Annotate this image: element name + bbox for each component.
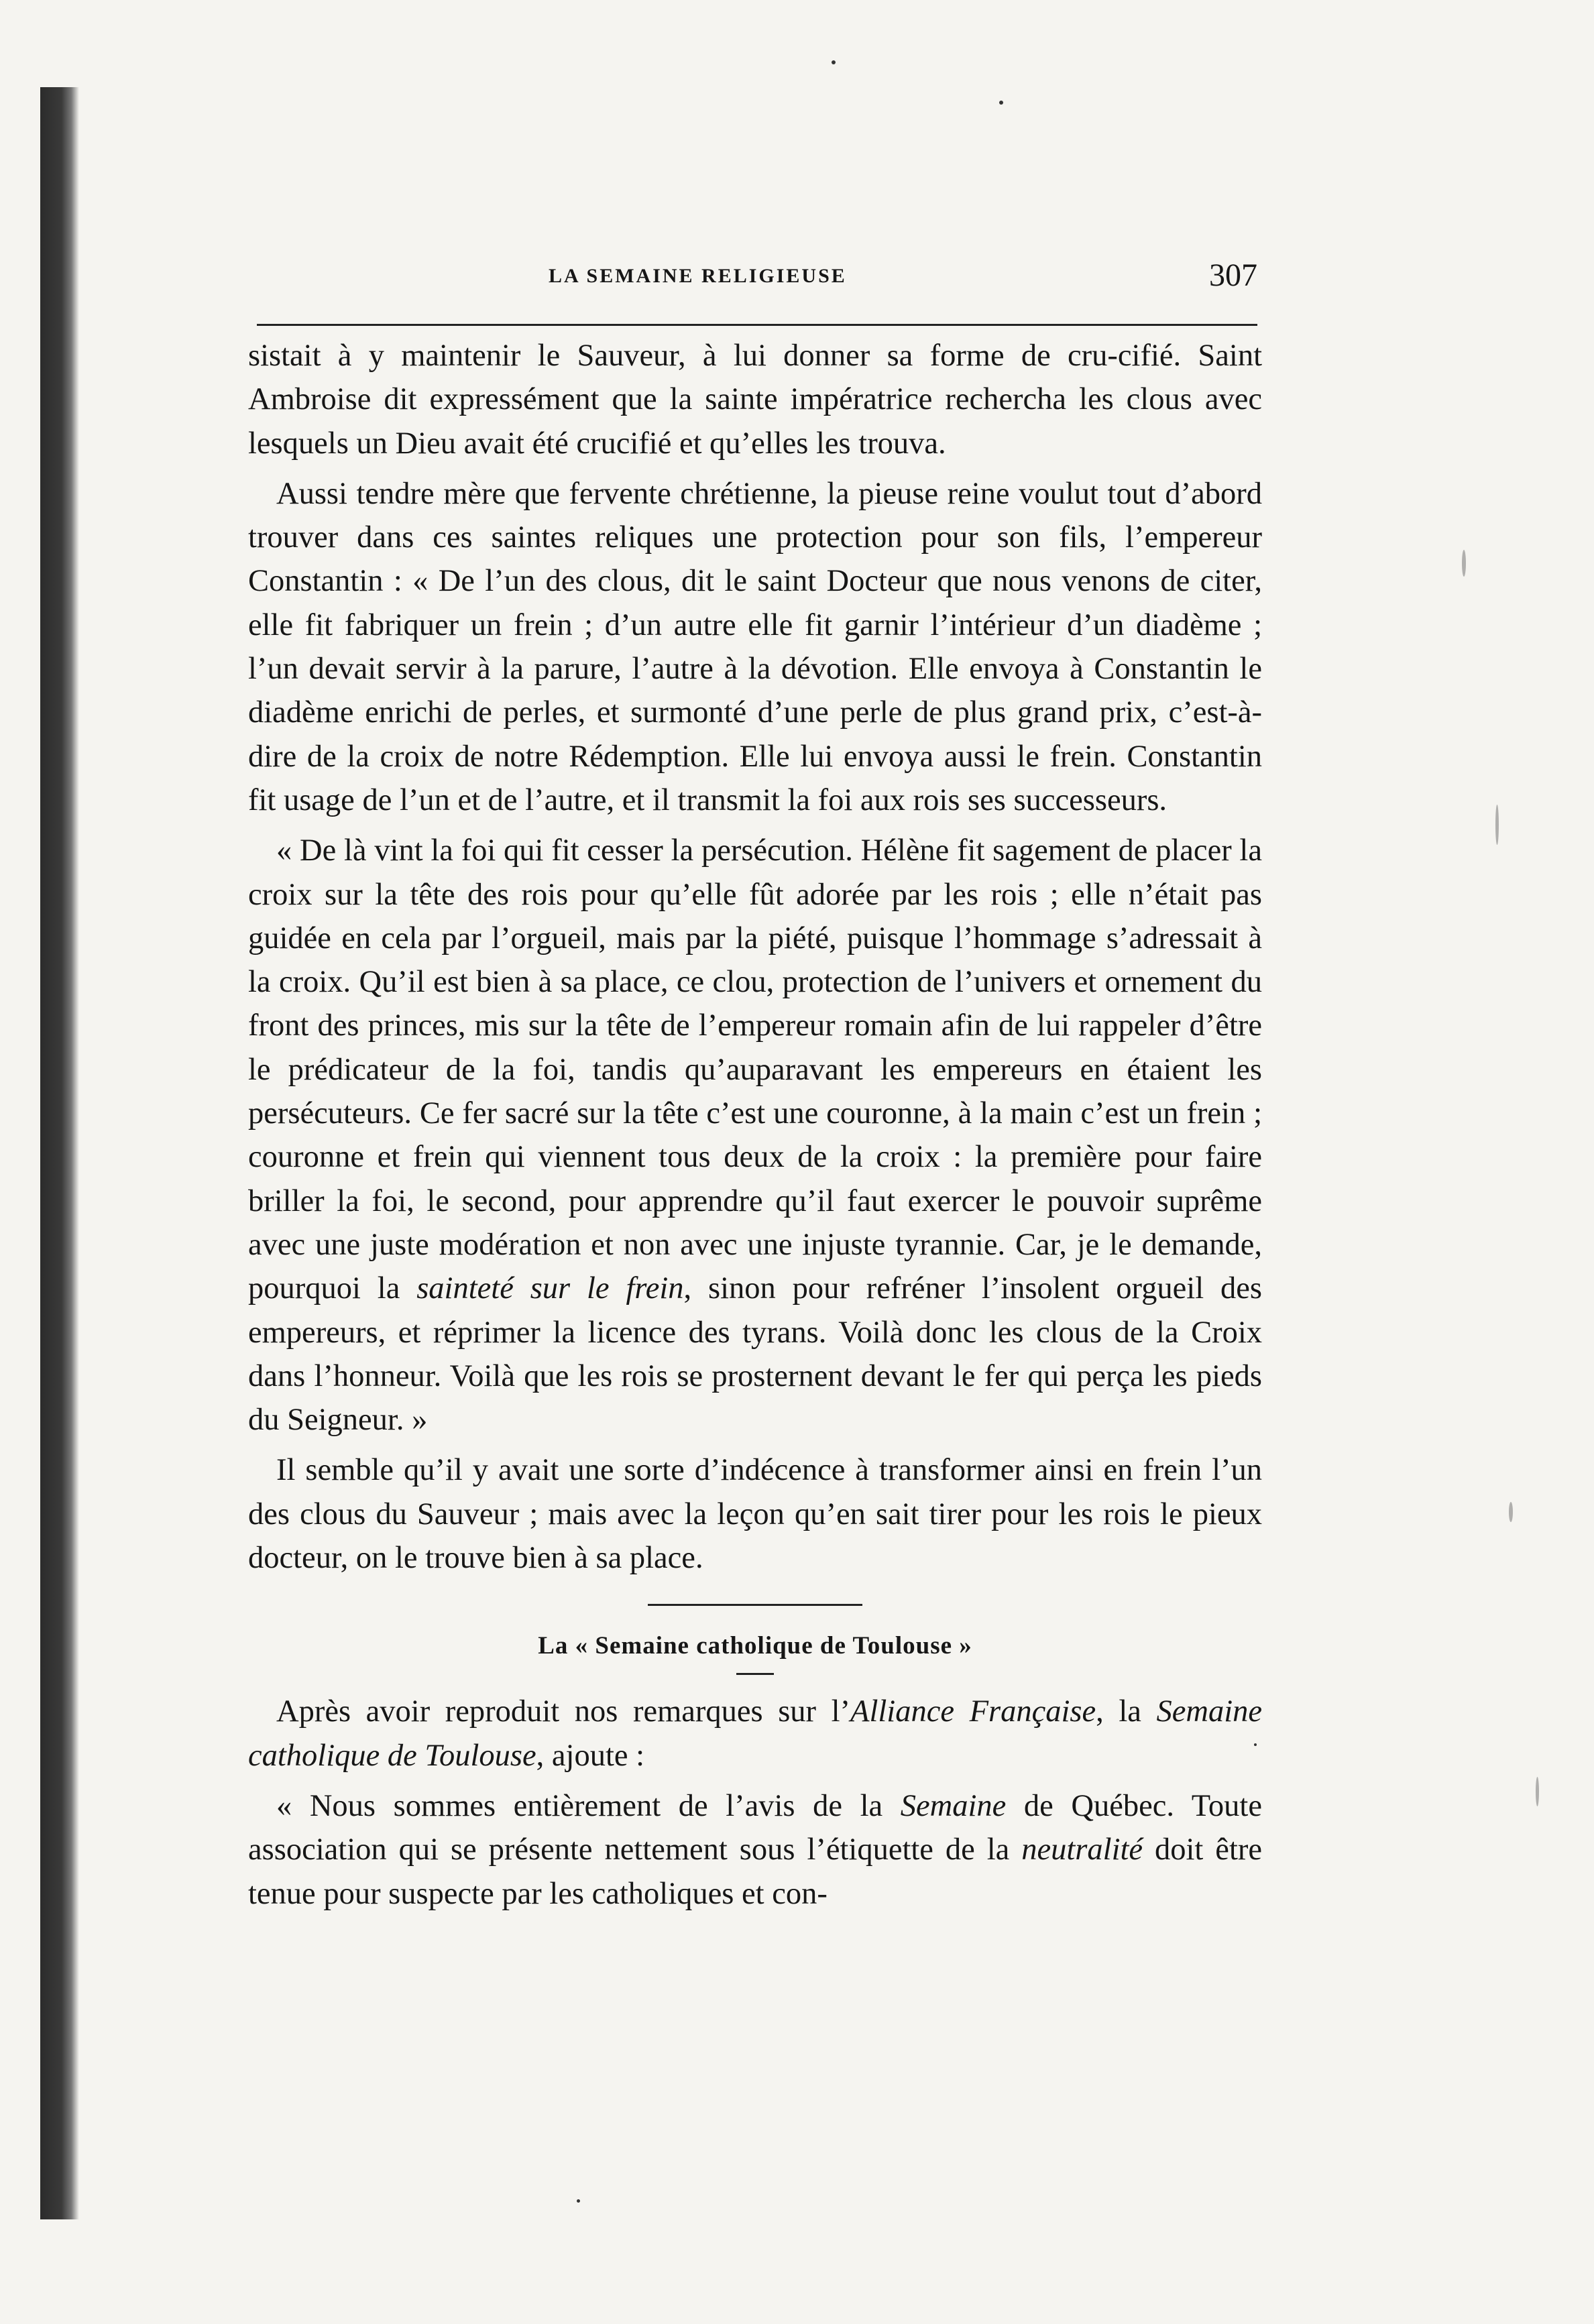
italic-run: sainteté sur le frein — [416, 1271, 684, 1306]
italic-run: Alliance Française — [850, 1694, 1096, 1729]
paragraph — [248, 1690, 1262, 1778]
section-divider — [648, 1604, 862, 1606]
running-head: LA SEMAINE RELIGIEUSE — [549, 265, 847, 287]
text-run: de Québec. Toute association qui se présente nettement sous l’étiquette de la — [248, 1788, 1262, 1867]
italic-run: Semaine — [900, 1788, 1007, 1823]
text-run: , sinon pour refréner l’insolent orgueil des empereurs, et réprimer la licence des tyrans. Voilà donc les clous de la Croix dans l’honneur. Voilà que les rois se prosternent devant le fer qui perça les pieds du Seigneur. » — [248, 1271, 1262, 1438]
italic-run: Semaine catholique de Toulouse — [248, 1694, 1263, 1773]
text-run: Après avoir reproduit nos remarques sur l’ — [276, 1694, 851, 1729]
text-run: doit être tenue pour suspecte par les catholiques et con- — [248, 1833, 1262, 1911]
ink-speck — [999, 101, 1003, 105]
body-text — [248, 334, 1262, 1916]
italic-run: neutralité — [1021, 1833, 1143, 1867]
header-rule — [257, 324, 1257, 326]
text-run: « De là vint la foi qui fit cesser la persécution. Hélène fit sagement de placer la croix sur la tête des rois pour qu’elle fût adorée par les rois ; elle n’était pas guidée en cela par l’orgueil, mais par la piété, puisque l’hommage s’adressait à la croix. Qu’il est bien à sa place, ce clou, protection de l’univers et ornement du front des princes, mis sur la tête de l’empereur romain afin de lui rappeler d’être le prédicateur de la foi, tandis qu’auparavant les empereurs en étaient les persécuteurs. Ce fer sacré sur la tête c’est une couronne, à la main c’est un frein ; couronne et frein qui viennent tous deux de la croix : la première pour faire briller la foi, le second, pour apprendre qu’il faut exercer le pouvoir suprême avec une juste modération et non avec une injuste tyrannie. Car, je le demande, pourquoi la — [248, 833, 1262, 1306]
margin-smudge — [1495, 805, 1499, 845]
paragraph: Aussi tendre mère que fervente chrétienne, la pieuse reine voulut tout d’abord trouver dans ces saintes reliques une protection pour son fils, l’empereur Constantin : « De l’un des clous, dit le saint Docteur que nous venons de citer, elle fit fabriquer un frein ; d’un autre elle fit garnir l’intérieur d’un diadème ; l’un devait servir à la parure, l’autre à la dévotion. Elle envoya à Constantin le diadème enrichi de perles, et surmonté d’une perle de plus grand prix, c’est-à-dire de la croix de notre Rédemption. Elle lui envoya aussi le frein. Constantin fit usage de l’un et de l’autre, et il transmit la foi aux rois ses successeurs. — [248, 476, 1262, 817]
paragraph: sistait à y maintenir le Sauveur, à lui donner sa forme de cru-cifié. Saint Ambroise dit expressément que la sainte impératrice rechercha les clous avec lesquels un Dieu avait été crucifié et qu’elles les trouva. — [248, 339, 1262, 461]
text-run: , la — [1096, 1694, 1157, 1729]
title-dash — [736, 1673, 774, 1675]
margin-smudge — [1509, 1502, 1513, 1522]
page-number: 307 — [1209, 257, 1257, 293]
page-binding-shadow — [40, 87, 79, 2219]
paragraph — [248, 829, 1262, 1442]
text-run: , ajoute : — [536, 1738, 645, 1773]
text-run: « Nous sommes entièrement de l’avis de la — [276, 1788, 901, 1823]
ink-speck — [577, 2199, 580, 2203]
ink-speck — [832, 60, 836, 64]
paragraph — [248, 1784, 1262, 1916]
margin-smudge — [1536, 1777, 1539, 1806]
page-header — [257, 257, 1257, 304]
margin-smudge — [1462, 550, 1466, 577]
paragraph: Il semble qu’il y avait une sorte d’indécence à transformer ainsi en frein l’un des clous du Sauveur ; mais avec la leçon qu’en sait tirer pour les rois le pieux docteur, on le trouve bien à sa place. — [248, 1453, 1262, 1576]
section-title: La « Semaine catholique de Toulouse » — [538, 1632, 972, 1660]
